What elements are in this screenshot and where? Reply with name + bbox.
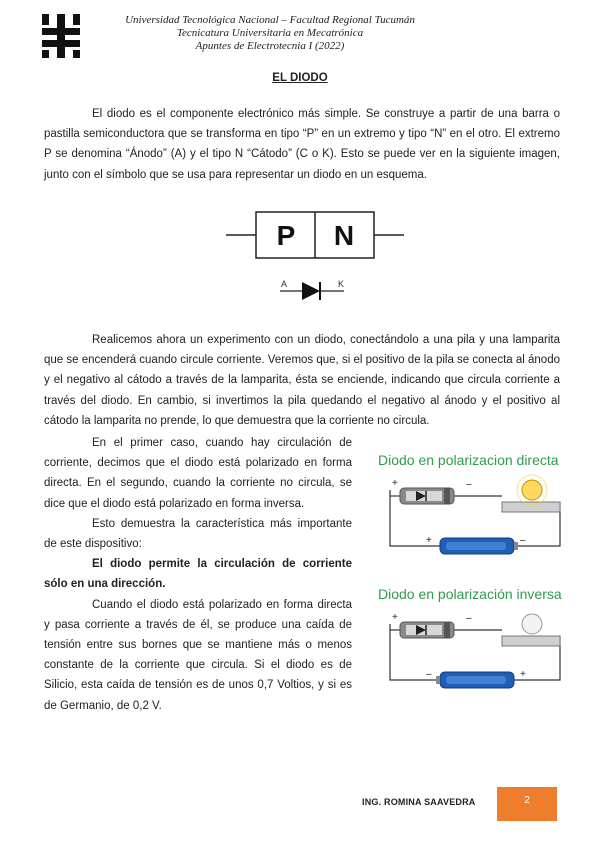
- voltage-drop-paragraph: Cuando el diodo está polarizado en forma directa y pasa corriente a través de él, se produce una caída de tensión entre sus bornes que se mantiene más o menos constante de la corriente que circula. Si el diodo es de Silicio, esta caída de tensión es de unos 0,7 Voltios, y si es de Germanio, de 0,2 V.: [44, 598, 352, 712]
- key-statement: El diodo permite la circulación de corriente sólo en una dirección.: [44, 558, 352, 591]
- n-region-label: N: [333, 220, 355, 251]
- page-title: EL DIODO: [272, 72, 328, 84]
- page-number-text: 2: [524, 795, 530, 806]
- inverse-bias-circuit: [380, 606, 570, 694]
- battery-plus: +: [426, 535, 432, 546]
- characteristic-paragraph: Esto demuestra la característica más importante de este dispositivo:: [44, 517, 352, 551]
- battery-reversed: [436, 672, 514, 688]
- lamp-on: [502, 475, 560, 512]
- diode-component: [400, 622, 454, 638]
- direct-bias-circuit: [380, 472, 570, 560]
- anode-label: A: [281, 279, 288, 289]
- diode-symbol: [280, 282, 344, 300]
- inverse-bias-caption: Diodo en polarización inversa: [378, 586, 562, 602]
- plus-sign: +: [392, 478, 398, 489]
- cathode-label: K: [338, 279, 345, 289]
- p-region-label: P: [276, 220, 296, 251]
- plus-sign: +: [392, 612, 398, 623]
- header-program: Tecnicatura Universitaria en Mecatrónica: [176, 27, 364, 39]
- direct-bias-caption: Diodo en polarizacion directa: [378, 452, 559, 468]
- minus-sign: –: [466, 613, 472, 624]
- pn-junction-diagram: [220, 205, 410, 305]
- battery-plus: +: [520, 669, 526, 680]
- battery-minus: –: [426, 669, 432, 680]
- left-column: [44, 433, 352, 716]
- intro-paragraph: El diodo es el componente electrónico más simple. Se construye a partir de una barra o pastilla semiconductora que se transforma en tipo “P” en un extremo y tipo “N” en el otro. El extremo P se denomina “Ánodo” (A) y el tipo N “Cátodo” (C o K). Esto se puede ver en la siguiente imagen, junto con el símbolo que se usa para representar un diodo en un esquema.: [44, 108, 560, 181]
- battery-minus: –: [520, 535, 526, 546]
- document-header: [0, 14, 510, 53]
- lamp-off: [502, 614, 560, 646]
- header-university: Universidad Tecnológica Nacional – Facultad Regional Tucumán: [125, 14, 415, 26]
- footer-author: ING. ROMINA SAAVEDRA: [362, 797, 476, 807]
- polarization-paragraph: En el primer caso, cuando hay circulación de corriente, decimos que el diodo está polarizado en forma directa. En el segundo, cuando la corriente no circula, se dice que el diodo está polarizado en forma inversa.: [44, 437, 352, 510]
- diode-component: [400, 488, 454, 504]
- battery: [440, 538, 518, 554]
- minus-sign: –: [466, 479, 472, 490]
- page-number: [497, 787, 557, 821]
- experiment-paragraph: Realicemos ahora un experimento con un diodo, conectándolo a una pila y una lamparita que se encenderá cuando circule corriente. Veremos que, si el positivo de la pila se conecta al ánodo y el negativo al cátodo a través de la lamparita, ésta se enciende, indicando que circula corriente a través del diodo. En cambio, si invertimos la pila quedando el negativo al ánodo y el positivo al cátodo la lamparita no prende, lo que demuestra que la corriente no circula.: [44, 334, 560, 427]
- header-course: Apuntes de Electrotecnia I (2022): [195, 40, 345, 52]
